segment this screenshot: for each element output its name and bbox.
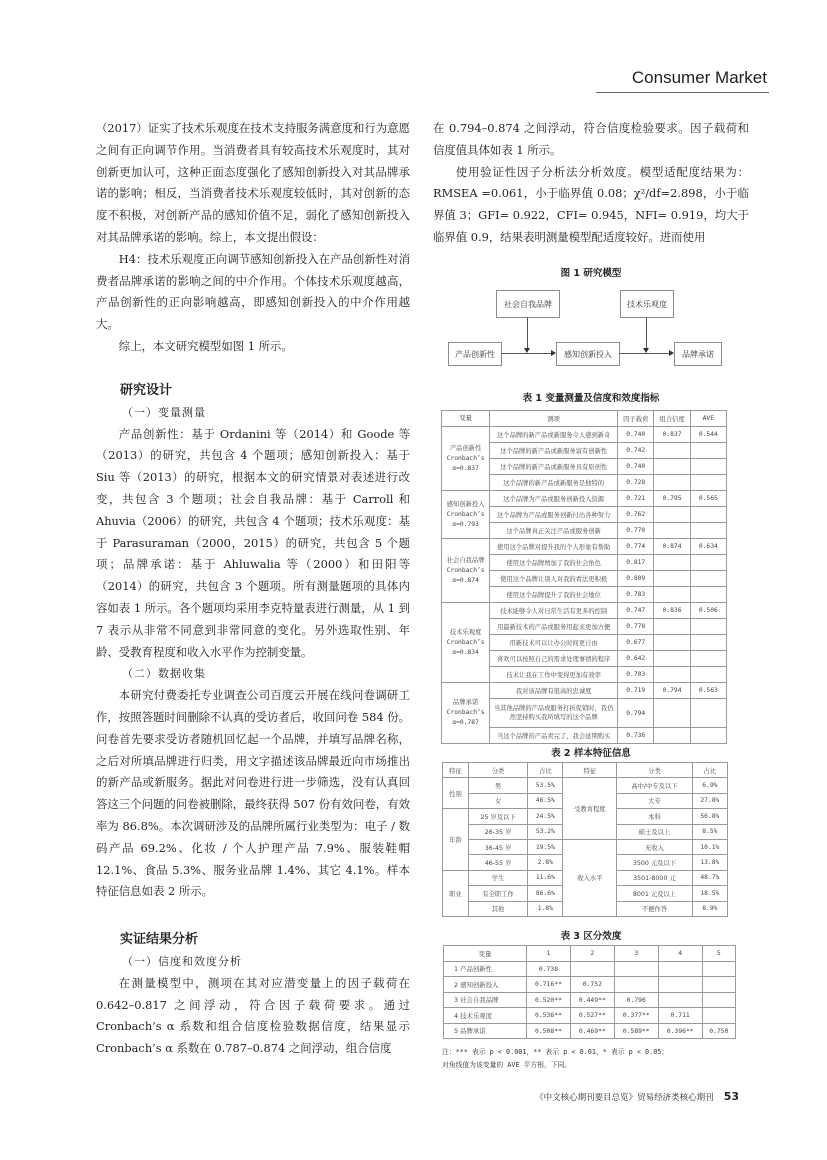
loading-cell: 0.794 — [618, 699, 654, 728]
right-paragraph-1: 在 0.794–0.874 之间浮动，符合信度检验要求。因子载荷和信度值具体如表 1 所示。 — [433, 121, 749, 157]
empty-cell — [690, 651, 726, 667]
empty-cell — [654, 699, 690, 728]
correlation-cell: 0.589** — [614, 1023, 658, 1039]
item-cell: 这个品牌的新产品或新服务富有创新性 — [490, 443, 618, 459]
page-footer — [535, 1090, 739, 1103]
reliability-paragraph: 在测量模型中，测项在其对应潜变量上的因子载荷在 0.642–0.817 之间浮动，符合因子载荷要求。通过 Cronbach’s α 系数和组合信度检验数据信度，结果显示 Cronbach’s α 系数在 0.787–0.874 之间浮动，组合信度 — [96, 975, 410, 1056]
item-cell: 这个品牌的新产品或新服务令人感到新奇 — [490, 427, 618, 443]
arrow-head-2 — [669, 350, 674, 356]
intro-paragraph: （2017）证实了技术乐观度在技术支持服务满意度和行为意愿之间有正向调节作用。当消费者具有较高技术乐观度时，其对创新更加认可，这种正面态度强化了感知创新投入对其品牌承诺的影响；相反，当消费者技术乐观度较低时，其对创新的态度不积极，对创新产品的感知价值不足，弱化了感知创新投入对其品牌承诺的影响。综上，本文提出假设： — [96, 121, 410, 244]
loading-cell: 0.736 — [618, 728, 654, 744]
item-cell: 技术能够令人对日常生活有更多的控制 — [490, 603, 618, 619]
percent-cell: 18.5% — [692, 886, 727, 901]
loading-cell: 0.703 — [618, 667, 654, 683]
item-cell: 使用这个品牌对提升我的个人形象有帮助 — [490, 539, 618, 555]
table-1-title: 表 1 变量测量及信度和效度指标 — [522, 393, 660, 404]
item-cell: 我对该品牌有很高的忠诚度 — [490, 683, 618, 699]
table-1-measurement — [441, 410, 727, 744]
table-header-row — [443, 763, 728, 778]
correlation-cell — [570, 961, 614, 977]
header-cell: 占比 — [528, 763, 563, 778]
header-cell: 5 — [702, 946, 735, 962]
category-cell: 36-45 岁 — [468, 839, 527, 854]
loading-cell: 0.783 — [618, 587, 654, 603]
percent-cell: 19.5% — [528, 839, 563, 854]
header-cell: 分类 — [468, 763, 527, 778]
empty-cell — [654, 667, 690, 683]
header-cell: 占比 — [692, 763, 727, 778]
item-cell: 用新技术可以让办公时间更自由 — [490, 635, 618, 651]
item-cell: 这个品牌真正关注产品或服务创新 — [490, 523, 618, 539]
category-cell: 25 岁及以下 — [468, 809, 527, 824]
figure-1-title: 图 1 研究模型 — [560, 268, 622, 279]
hypothesis-h4: H4：技术乐观度正向调节感知创新投入在产品创新性对消费者品牌承诺的影响之间的中介作用。个体技术乐观度越高，产品创新性的正向影响越高，即感知创新投入的中介作用越大。 — [96, 251, 410, 332]
table-row — [442, 491, 727, 507]
empty-cell — [690, 507, 726, 523]
note-line-1: 注：*** 表示 p < 0.001，** 表示 p < 0.01，* 表示 p < 0.05； — [442, 1048, 669, 1056]
item-cell: 这个品牌的新产品或新服务具有原创性 — [490, 459, 618, 475]
percent-cell: 56.8% — [692, 809, 727, 824]
header-cell: 特征 — [443, 763, 469, 778]
loading-cell: 0.778 — [618, 619, 654, 635]
subheading-variable-measurement: （一）变量测量 — [122, 405, 206, 419]
percent-cell: 8.5% — [692, 824, 727, 839]
empty-cell — [654, 475, 690, 491]
item-cell: 使用这个品牌增加了我的社会角色 — [490, 555, 618, 571]
loading-cell: 0.817 — [618, 555, 654, 571]
table-row — [444, 992, 736, 1008]
section-heading-empirical-results: 实证结果分析 — [120, 932, 199, 948]
category-cell: 大专 — [617, 793, 692, 808]
percent-cell: 1.8% — [528, 901, 563, 916]
subheading-reliability-validity: （一）信度和效度分析 — [122, 955, 242, 969]
node-tech-optimism: 技术乐观度 — [620, 290, 674, 318]
category-cell: 46-55 岁 — [468, 855, 527, 870]
ave-cell: 0.634 — [690, 539, 726, 555]
category-cell: 本科 — [617, 809, 692, 824]
correlation-cell: 0.711 — [658, 1008, 702, 1024]
subheading-data-collection: （二）数据收集 — [122, 667, 206, 681]
empty-cell — [654, 443, 690, 459]
table-2-title: 表 2 样本特征信息 — [551, 748, 631, 759]
category-cell: 学生 — [468, 870, 527, 885]
ave-cell: 0.563 — [690, 683, 726, 699]
moderator-arrow-2 — [643, 348, 649, 353]
empty-cell — [690, 699, 726, 728]
feature-cell: 收入水平 — [563, 839, 617, 916]
model-reference: 综上，本文研究模型如图 1 所示。 — [118, 338, 293, 353]
ave-cell: 0.506 — [690, 603, 726, 619]
loading-cell: 0.742 — [618, 443, 654, 459]
correlation-cell: 0.377** — [614, 1008, 658, 1024]
header-rule — [596, 92, 769, 93]
correlation-cell: 0.527** — [570, 1008, 614, 1024]
table-row — [444, 1023, 736, 1039]
table-row — [443, 778, 728, 793]
percent-cell: 46.5% — [528, 793, 563, 808]
category-cell: 高中/中专及以下 — [617, 778, 692, 793]
journal-index-label: 《中文核心期刊要目总览》贸易经济类核心期刊 — [535, 1093, 714, 1103]
empty-cell — [654, 507, 690, 523]
left-column — [96, 118, 410, 1060]
percent-cell: 53.5% — [528, 778, 563, 793]
empty-cell — [654, 651, 690, 667]
section-heading-research-design: 研究设计 — [120, 382, 173, 398]
empty-cell — [690, 443, 726, 459]
empty-cell — [690, 667, 726, 683]
percent-cell: 24.5% — [528, 809, 563, 824]
loading-cell: 0.740 — [618, 459, 654, 475]
header-cell: 组合信度 — [654, 411, 690, 427]
journal-title: Consumer Market — [631, 68, 767, 87]
correlation-cell — [702, 977, 735, 993]
percent-cell: 10.1% — [692, 839, 727, 854]
feature-cell: 职业 — [443, 870, 469, 916]
correlation-cell: 0.716** — [527, 977, 571, 993]
header-cell: 特征 — [563, 763, 617, 778]
item-cell: 这个品牌为产品或服务创新投入资源 — [490, 491, 618, 507]
empty-cell — [690, 523, 726, 539]
loading-cell: 0.747 — [618, 603, 654, 619]
feature-cell: 受教育程度 — [563, 778, 617, 840]
correlation-cell: 0.752 — [570, 977, 614, 993]
correlation-cell: 0.520** — [527, 992, 571, 1008]
percent-cell: 27.8% — [692, 793, 727, 808]
percent-cell: 13.8% — [692, 855, 727, 870]
empty-cell — [690, 555, 726, 571]
item-cell: 用最新技术的产品或服务用起来更加方便 — [490, 619, 618, 635]
item-cell: 使用这个品牌提升了我的社会地位 — [490, 587, 618, 603]
category-cell: 不便作答 — [617, 901, 692, 916]
correlation-cell — [702, 992, 735, 1008]
variable-cell: 产品创新性 Cronbach’s α=0.837 — [442, 427, 490, 491]
correlation-cell — [658, 961, 702, 977]
empty-cell — [690, 475, 726, 491]
table-3-title: 表 3 区分效度 — [560, 931, 622, 942]
correlation-cell: 0.469** — [570, 1023, 614, 1039]
empty-cell — [654, 523, 690, 539]
empty-cell — [654, 619, 690, 635]
percent-cell: 2.8% — [528, 855, 563, 870]
correlation-cell — [702, 1008, 735, 1024]
item-cell: 这个品牌为产品或服务创新付出各种努力 — [490, 507, 618, 523]
table-row — [442, 427, 727, 443]
correlation-cell — [658, 992, 702, 1008]
data-collection-paragraph: 本研究付费委托专业调查公司百度云开展在线问卷调研工作，按照答题时间删除不认真的受访者后，收回问卷 584 份。问卷首先要求受访者随机回忆起一个品牌，并填写品牌名称，之后对所填品牌进行归类，用文字描述该品牌最近向市场推出的新产品或新服务。据此对问卷进行进一步筛选，没有认真回答这三个问题的问卷被删除，最终获得 507 份有效问卷，有效率为 86.8%。本次调研涉及的品牌所属行业类型为：电子 / 数码产品 69.2%、化妆 / 个人护理产品 7.9%、服装鞋帽 12.1%、食品 5.3%、服务业品牌 1.4%、其它 4.1%。样本特征信息如表 2 所示。 — [96, 688, 410, 899]
moderator-arrow-1 — [524, 348, 530, 353]
correlation-cell: 0.508** — [527, 1023, 571, 1039]
right-column — [433, 118, 749, 249]
cr-cell: 0.837 — [654, 427, 690, 443]
percent-cell: 8.9% — [692, 901, 727, 916]
ave-cell: 0.565 — [690, 491, 726, 507]
item-cell: 这个品牌的新产品或新服务是独特的 — [490, 475, 618, 491]
correlation-cell: 0.796 — [614, 992, 658, 1008]
empty-cell — [690, 587, 726, 603]
category-cell: 硕士及以上 — [617, 824, 692, 839]
research-model-diagram — [448, 290, 738, 365]
arrow-head-1 — [551, 350, 556, 356]
table-3-note — [442, 1046, 742, 1072]
header-cell: 变量 — [444, 946, 527, 962]
table-row — [443, 839, 728, 854]
table-row — [442, 539, 727, 555]
path-line-1 — [501, 353, 551, 354]
correlation-cell: 0.396** — [658, 1023, 702, 1039]
path-line-2 — [619, 353, 669, 354]
variable-cell: 感知创新投入 Cronbach’s α=0.793 — [442, 491, 490, 539]
empty-cell — [690, 619, 726, 635]
item-cell: 技术让我在工作中变得更加有效率 — [490, 667, 618, 683]
empty-cell — [654, 587, 690, 603]
loading-cell: 0.642 — [618, 651, 654, 667]
empty-cell — [690, 571, 726, 587]
node-social-self-brand: 社会自我品牌 — [496, 290, 560, 318]
table-3-discriminant-validity — [443, 945, 736, 1039]
category-cell: 其他 — [468, 901, 527, 916]
percent-cell: 48.7% — [692, 870, 727, 885]
category-cell: 26-35 岁 — [468, 824, 527, 839]
empty-cell — [654, 635, 690, 651]
table-row — [444, 961, 736, 977]
correlation-cell — [614, 961, 658, 977]
node-product-innovativeness: 产品创新性 — [448, 342, 502, 366]
cr-cell: 0.874 — [654, 539, 690, 555]
header-cell: 分类 — [617, 763, 692, 778]
right-paragraph-2: 使用验证性因子分析法分析效度。模型适配度结果为：RMSEA =0.061，小于临界值 0.08；χ²/df=2.898，小于临界值 3；GFI= 0.922，CFI= 0.945，NFI= 0.919，均大于临界值 0.9，结果表明测量模型配适度较好。进而使用 — [433, 164, 749, 244]
variable-label-cell: 4 技术乐观度 — [444, 1008, 527, 1024]
loading-cell: 0.774 — [618, 539, 654, 555]
category-cell: 女 — [468, 793, 527, 808]
node-perceived-innovation-input: 感知创新投入 — [556, 342, 620, 366]
category-cell: 有全职工作 — [468, 886, 527, 901]
variable-label-cell: 2 感知创新投入 — [444, 977, 527, 993]
item-cell: 当其他品牌的产品或服务打折促销时，我仍然坚持购买我所填写的这个品牌 — [490, 699, 618, 728]
correlation-cell: 0.750 — [702, 1023, 735, 1039]
loading-cell: 0.721 — [618, 491, 654, 507]
loading-cell: 0.770 — [618, 523, 654, 539]
header-cell: 3 — [614, 946, 658, 962]
empty-cell — [654, 459, 690, 475]
header-cell: 1 — [527, 946, 571, 962]
correlation-cell — [702, 961, 735, 977]
variable-cell: 品牌承诺 Cronbach’s α=0.787 — [442, 683, 490, 744]
correlation-cell: 0.449** — [570, 992, 614, 1008]
moderator-line-1 — [527, 317, 528, 348]
feature-cell: 年龄 — [443, 809, 469, 871]
variable-label-cell: 1 产品创新性 — [444, 961, 527, 977]
cr-cell: 0.795 — [654, 491, 690, 507]
header-cell: 4 — [658, 946, 702, 962]
loading-cell: 0.762 — [618, 507, 654, 523]
empty-cell — [690, 459, 726, 475]
percent-cell: 86.6% — [528, 886, 563, 901]
variable-cell: 技术乐观度 Cronbach’s α=0.834 — [442, 603, 490, 683]
table-header-row — [442, 411, 727, 427]
category-cell: 无收入 — [617, 839, 692, 854]
variable-measurement-paragraph: 产品创新性：基于 Ordanini 等（2014）和 Goode 等（2013）的研究，共包含 4 个题项；感知创新投入：基于 Siu 等（2013）的研究，根据本文的研究情景对表述进行改变，共包含 3 个题项；社会自我品牌：基于 Carroll 和 Ahuvia（2006）的研究，共包含 4 个题项；技术乐观度：基于 Parasuraman（2000，2015）的研究，共包含 5 个题项；品牌承诺：基于 Ahluwalia 等（2000）和田阳等（2014）的研究，共包含 3 个题项。所有测量题项的具体内容如表 1 所示。各个题项均采用李克特量表进行测量，从 1 到 7 表示从非常不同意到非常同意的变化。另外选取性别、年龄、受教育程度和收入水平作为控制变量。 — [96, 426, 410, 659]
loading-cell: 0.809 — [618, 571, 654, 587]
correlation-cell — [614, 977, 658, 993]
empty-cell — [654, 728, 690, 744]
category-cell: 男 — [468, 778, 527, 793]
header-cell: 因子载荷 — [618, 411, 654, 427]
moderator-line-2 — [646, 317, 647, 348]
category-cell: 3501-8000 元 — [617, 870, 692, 885]
header-cell: 2 — [570, 946, 614, 962]
correlation-cell: 0.738 — [527, 961, 571, 977]
cr-cell: 0.794 — [654, 683, 690, 699]
table-row — [444, 1008, 736, 1024]
cr-cell: 0.836 — [654, 603, 690, 619]
header-cell: 变量 — [442, 411, 490, 427]
loading-cell: 0.719 — [618, 683, 654, 699]
category-cell: 8001 元及以上 — [617, 886, 692, 901]
correlation-cell: 0.536** — [527, 1008, 571, 1024]
percent-cell: 11.6% — [528, 870, 563, 885]
feature-cell: 性别 — [443, 778, 469, 809]
item-cell: 当这个品牌的产品卖完了，我会延期购买 — [490, 728, 618, 744]
table-row — [444, 977, 736, 993]
header-cell: 测项 — [490, 411, 618, 427]
correlation-cell — [658, 977, 702, 993]
empty-cell — [654, 555, 690, 571]
header-cell: AVE — [690, 411, 726, 427]
table-row — [442, 683, 727, 699]
variable-label-cell: 3 社会自我品牌 — [444, 992, 527, 1008]
loading-cell: 0.677 — [618, 635, 654, 651]
loading-cell: 0.728 — [618, 475, 654, 491]
item-cell: 喜欢可以按照自己的需求处理事情的程序 — [490, 651, 618, 667]
loading-cell: 0.740 — [618, 427, 654, 443]
category-cell: 3500 元及以下 — [617, 855, 692, 870]
page-number: 53 — [723, 1090, 739, 1103]
empty-cell — [690, 728, 726, 744]
table-header-row — [444, 946, 736, 962]
note-line-2: 对角线值为该变量的 AVE 平方根，下同。 — [442, 1061, 572, 1069]
ave-cell: 0.544 — [690, 427, 726, 443]
percent-cell: 53.2% — [528, 824, 563, 839]
empty-cell — [690, 635, 726, 651]
node-brand-commitment: 品牌承诺 — [674, 342, 722, 366]
variable-cell: 社会自我品牌 Cronbach’s α=0.874 — [442, 539, 490, 603]
item-cell: 使用这个品牌让别人对我的看法更积极 — [490, 571, 618, 587]
table-row — [442, 603, 727, 619]
variable-label-cell: 5 品牌承诺 — [444, 1023, 527, 1039]
empty-cell — [654, 571, 690, 587]
percent-cell: 6.9% — [692, 778, 727, 793]
table-2-sample — [442, 762, 728, 917]
